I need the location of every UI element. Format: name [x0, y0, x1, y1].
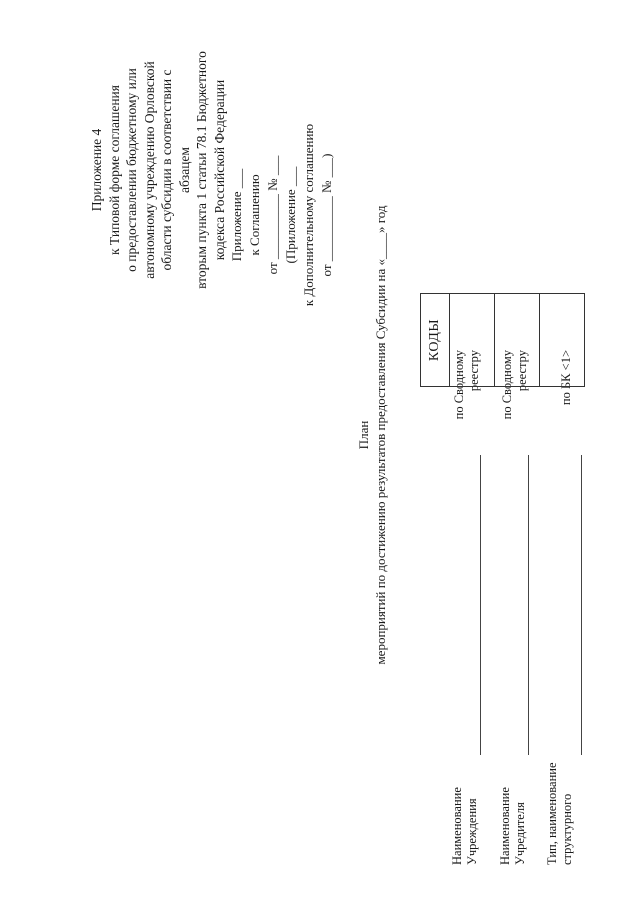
code-label: по Сводному реестру: [500, 350, 529, 420]
attachment-line: (Приложение ___: [283, 166, 298, 264]
field-row-structural: [545, 345, 585, 865]
codes-table: [420, 293, 585, 387]
attachment-line: Приложение ___: [229, 168, 244, 262]
field-label: Наименование Учреждения: [450, 787, 479, 865]
fill-line: [528, 455, 529, 755]
fill-line: [581, 455, 582, 755]
appendix-line: области субсидии в соответствии с абзацем: [159, 69, 192, 271]
attachment-line: от __________ № ___: [265, 155, 280, 275]
attachment-line: от __________ № ___): [319, 153, 334, 277]
title-heading: План: [356, 420, 371, 450]
appendix-line: кодекса Российской Федерации: [211, 79, 227, 261]
appendix-line: автономному учреждению Орловской: [141, 61, 157, 279]
field-label: Тип, наименование структурного: [545, 762, 574, 865]
code-label: по БК <1>: [559, 350, 573, 406]
code-label: по Сводному реестру: [452, 350, 481, 420]
field-row-founder: [498, 345, 532, 865]
appendix-line: о предоставлении бюджетному или: [124, 68, 139, 272]
codes-header: КОДЫ: [421, 294, 450, 387]
attachment-block: [228, 110, 336, 320]
fill-line: [480, 455, 481, 755]
title-subtitle: мероприятий по достижению результатов предоставления Субсидии на «____» год: [373, 205, 388, 665]
field-row-institution: [450, 345, 484, 865]
attachment-line: к Соглашению: [247, 174, 262, 256]
appendix-block: [88, 45, 228, 295]
plan-title: [355, 25, 389, 845]
attachment-line: к Дополнительному соглашению: [301, 123, 316, 307]
appendix-line: Приложение 4: [89, 128, 104, 212]
appendix-line: вторым пункта 1 статьи 78.1 Бюджетного: [194, 51, 209, 289]
appendix-line: к Типовой форме соглашения: [106, 85, 122, 255]
field-label: Наименование Учредителя: [498, 787, 527, 865]
code-cell: [540, 294, 585, 387]
code-cell: [450, 294, 495, 387]
code-cell: [495, 294, 540, 387]
